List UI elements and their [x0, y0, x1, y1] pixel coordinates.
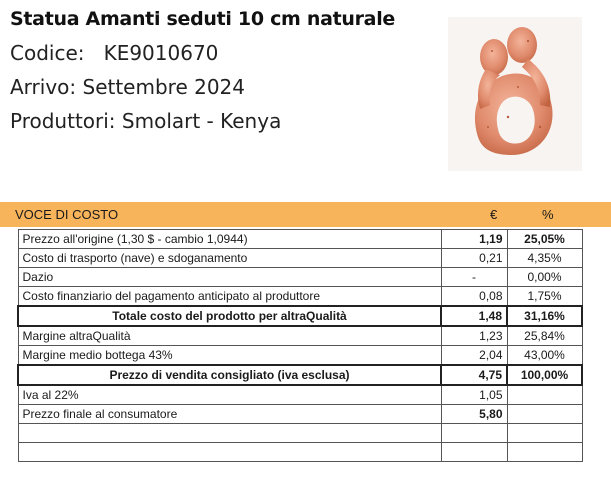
cost-item-label [18, 424, 441, 443]
cost-percent-value: 25,05% [507, 230, 582, 249]
cost-euro-value: 1,19 [441, 230, 507, 249]
total-row [18, 365, 582, 385]
cost-percent-value: 1,75% [507, 287, 582, 307]
cost-percent-value: 25,84% [507, 326, 582, 346]
cost-euro-value: 2,04 [441, 346, 507, 366]
arrival-value: Settembre 2024 [82, 75, 246, 99]
table-row [18, 424, 582, 443]
cost-percent-value: 100,00% [507, 365, 582, 385]
cost-item-label: Margine medio bottega 43% [18, 346, 441, 366]
cost-percent-value: 4,35% [507, 249, 582, 268]
cost-euro-value [441, 443, 507, 462]
cost-item-header: VOCE DI COSTO [15, 207, 119, 222]
statue-icon [448, 17, 582, 171]
percent-column-header: % [542, 207, 554, 222]
product-header [10, 8, 395, 138]
table-row [18, 326, 582, 346]
cost-percent-value: 0,00% [507, 268, 582, 287]
table-row [18, 405, 582, 424]
table-row [18, 230, 582, 249]
cost-item-label: Prezzo di vendita consigliato (iva esclusa) [18, 365, 441, 385]
cost-euro-value: 1,23 [441, 326, 507, 346]
cost-percent-value: 31,16% [507, 306, 582, 326]
cost-euro-value: 1,48 [441, 306, 507, 326]
cost-table [17, 229, 583, 462]
product-code [10, 36, 395, 70]
table-row [18, 249, 582, 268]
table-row [18, 443, 582, 462]
product-producers [10, 104, 395, 138]
cost-percent-value [507, 385, 582, 405]
cost-item-label [18, 443, 441, 462]
cost-item-label: Margine altraQualità [18, 326, 441, 346]
cost-header-bar [0, 202, 611, 227]
cost-euro-value: 0,21 [441, 249, 507, 268]
cost-item-label: Dazio [18, 268, 441, 287]
product-photo [448, 17, 582, 171]
code-label: Codice: [10, 41, 104, 65]
arrival-label: Arrivo: [10, 75, 83, 99]
cost-euro-value: 5,80 [441, 405, 507, 424]
cost-percent-value [507, 405, 582, 424]
table-row [18, 346, 582, 366]
cost-item-label: Costo di trasporto (nave) e sdoganamento [18, 249, 441, 268]
cost-euro-value: 1,05 [441, 385, 507, 405]
product-title: Statua Amanti seduti 10 cm naturale [10, 8, 396, 30]
cost-percent-value [507, 424, 582, 443]
cost-item-label: Iva al 22% [18, 385, 441, 405]
table-row [18, 268, 582, 287]
cost-euro-value [441, 424, 507, 443]
cost-item-label: Prezzo all'origine (1,30 $ - cambio 1,0944) [18, 230, 441, 249]
cost-percent-value [507, 443, 582, 462]
cost-percent-value: 43,00% [507, 346, 582, 366]
cost-euro-value: 0,08 [441, 287, 507, 307]
euro-column-header: € [490, 207, 498, 222]
cost-euro-value: - [441, 268, 507, 287]
producers-label: Produttori: [10, 109, 122, 133]
product-arrival [10, 70, 395, 104]
code-value: KE9010670 [103, 41, 219, 65]
producers-value: Smolart - Kenya [121, 109, 282, 133]
cost-item-label: Totale costo del prodotto per altraQualità [18, 306, 441, 326]
cost-item-label: Costo finanziario del pagamento anticipato al produttore [18, 287, 441, 307]
table-row [18, 287, 582, 307]
cost-euro-value: 4,75 [441, 365, 507, 385]
cost-item-label: Prezzo finale al consumatore [18, 405, 441, 424]
table-row [18, 385, 582, 405]
total-row [18, 306, 582, 326]
